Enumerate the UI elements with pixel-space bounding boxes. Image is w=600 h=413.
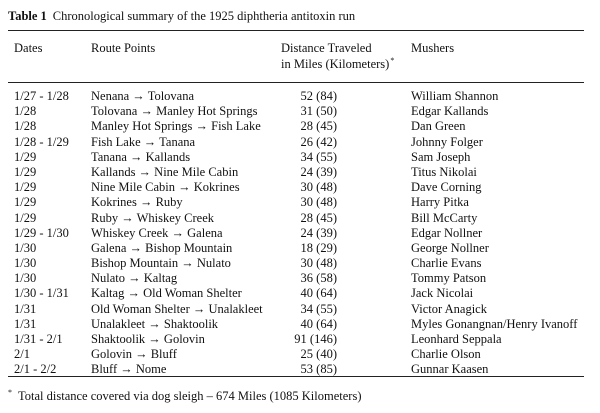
- table-row: [0, 211, 600, 226]
- cell-musher: George Nollner: [411, 240, 489, 255]
- header-dates: Dates: [14, 41, 43, 55]
- table-row: [0, 317, 600, 332]
- cell-route: Bishop Mountain → Nulato: [91, 256, 231, 271]
- cell-route: Kaltag → Old Woman Shelter: [91, 286, 242, 301]
- table-row: [0, 135, 600, 150]
- cell-route: Shaktoolik → Golovin: [91, 332, 205, 346]
- cell-distance: 30 (48): [300, 256, 337, 271]
- cell-musher: Gunnar Kaasen: [411, 362, 489, 377]
- table-caption: [8, 8, 355, 24]
- cell-route: Whiskey Creek → Galena: [91, 225, 223, 240]
- table-row: [0, 286, 600, 301]
- cell-musher: Johnny Folger: [411, 134, 483, 149]
- cell-route: Manley Hot Springs → Fish Lake: [91, 119, 261, 134]
- cell-distance: 18 (29): [300, 240, 337, 255]
- cell-distance: 34 (55): [300, 149, 337, 164]
- table-row: [0, 119, 600, 134]
- table-footnote: [8, 388, 362, 404]
- table-row: [0, 104, 600, 119]
- cell-musher: Titus Nikolai: [411, 164, 477, 179]
- cell-dates: 1/29: [14, 195, 37, 210]
- header-distance-footnote-mark: *: [390, 55, 395, 65]
- table-top-rule: [8, 30, 584, 31]
- table-row: [0, 256, 600, 271]
- cell-route: Nenana → Tolovana: [91, 89, 195, 103]
- cell-distance: 91 (146): [294, 332, 337, 346]
- cell-distance: 36 (58): [300, 271, 337, 286]
- cell-dates: 1/28: [14, 119, 37, 134]
- cell-dates: 1/29: [14, 149, 37, 164]
- cell-dates: 1/29: [14, 210, 37, 225]
- table-label: Table 1: [8, 9, 47, 23]
- table-body: [0, 89, 600, 378]
- cell-dates: 2/1 - 2/2: [14, 362, 57, 377]
- cell-distance: 52 (84): [300, 89, 337, 103]
- cell-route: Kallands → Nine Mile Cabin: [91, 164, 239, 179]
- cell-dates: 1/28 - 1/29: [14, 134, 69, 149]
- cell-route: Nine Mile Cabin → Kokrines: [91, 180, 240, 195]
- cell-distance: 53 (85): [300, 362, 337, 377]
- cell-dates: 1/28: [14, 104, 37, 119]
- cell-musher: Myles Gonangnan/Henry Ivanoff: [411, 316, 578, 331]
- header-route-points: Route Points: [91, 41, 156, 55]
- cell-musher: Dan Green: [411, 119, 466, 134]
- cell-dates: 1/31: [14, 316, 37, 331]
- table-row: [0, 150, 600, 165]
- table-row: [0, 302, 600, 317]
- cell-route: Nulato → Kaltag: [91, 271, 178, 286]
- header-distance-line1: Distance Traveled: [281, 41, 372, 55]
- cell-route: Old Woman Shelter → Unalakleet: [91, 301, 263, 316]
- cell-distance: 40 (64): [300, 286, 337, 301]
- cell-distance: 24 (39): [300, 164, 337, 179]
- cell-route: Unalakleet → Shaktoolik: [91, 316, 219, 331]
- cell-distance: 28 (45): [300, 119, 337, 134]
- cell-distance: 24 (39): [300, 225, 337, 240]
- cell-musher: Sam Joseph: [411, 149, 471, 164]
- header-mushers: Mushers: [411, 41, 455, 55]
- cell-musher: Victor Anagick: [411, 301, 487, 316]
- cell-distance: 25 (40): [300, 347, 337, 362]
- cell-dates: 1/27 - 1/28: [14, 89, 69, 103]
- cell-musher: Jack Nicolai: [411, 286, 474, 301]
- table-row: [0, 347, 600, 362]
- cell-distance: 40 (64): [300, 316, 337, 331]
- table-row: [0, 241, 600, 256]
- cell-dates: 1/30 - 1/31: [14, 286, 69, 301]
- cell-musher: Edgar Kallands: [411, 104, 489, 119]
- cell-musher: Tommy Patson: [411, 271, 487, 286]
- cell-dates: 1/31 - 2/1: [14, 332, 63, 346]
- table-row: [0, 226, 600, 241]
- cell-distance: 30 (48): [300, 195, 337, 210]
- cell-dates: 2/1: [14, 347, 30, 362]
- cell-musher: William Shannon: [411, 89, 499, 103]
- footnote-mark: *: [8, 387, 12, 397]
- cell-route: Ruby → Whiskey Creek: [91, 210, 215, 225]
- cell-musher: Bill McCarty: [411, 210, 478, 225]
- cell-route: Fish Lake → Tanana: [91, 134, 196, 149]
- cell-route: Golovin → Bluff: [91, 347, 177, 362]
- cell-dates: 1/30: [14, 240, 37, 255]
- cell-route: Tolovana → Manley Hot Springs: [91, 104, 258, 119]
- cell-dates: 1/30: [14, 256, 37, 271]
- footnote-text: Total distance covered via dog sleigh – 674 Miles (1085 Kilometers): [18, 389, 362, 403]
- table-row: [0, 180, 600, 195]
- cell-distance: 31 (50): [300, 104, 337, 119]
- cell-distance: 28 (45): [300, 210, 337, 225]
- cell-dates: 1/29: [14, 164, 37, 179]
- header-distance-line2: in Miles (Kilometers): [281, 57, 390, 71]
- table-caption-text: Chronological summary of the 1925 diphtheria antitoxin run: [52, 9, 356, 23]
- cell-dates: 1/31: [14, 301, 37, 316]
- table-row: [0, 332, 600, 347]
- cell-musher: Edgar Nollner: [411, 225, 483, 240]
- cell-musher: Charlie Olson: [411, 347, 481, 362]
- cell-musher: Dave Corning: [411, 180, 482, 195]
- cell-musher: Leonhard Seppala: [411, 332, 502, 346]
- cell-dates: 1/29: [14, 180, 37, 195]
- cell-dates: 1/29 - 1/30: [14, 225, 69, 240]
- cell-musher: Charlie Evans: [411, 256, 482, 271]
- header-distance: [281, 40, 394, 72]
- cell-dates: 1/30: [14, 271, 37, 286]
- table-bottom-rule: [8, 376, 584, 377]
- cell-distance: 30 (48): [300, 180, 337, 195]
- cell-route: Galena → Bishop Mountain: [91, 240, 233, 255]
- table-row: [0, 89, 600, 104]
- table-header-rule: [8, 82, 584, 83]
- cell-route: Tanana → Kallands: [91, 149, 191, 164]
- table-row: [0, 195, 600, 210]
- table-row: [0, 271, 600, 286]
- cell-distance: 26 (42): [300, 134, 337, 149]
- cell-route: Bluff → Nome: [91, 362, 167, 377]
- cell-route: Kokrines → Ruby: [91, 195, 183, 210]
- cell-distance: 34 (55): [300, 301, 337, 316]
- table-row: [0, 165, 600, 180]
- cell-musher: Harry Pitka: [411, 195, 469, 210]
